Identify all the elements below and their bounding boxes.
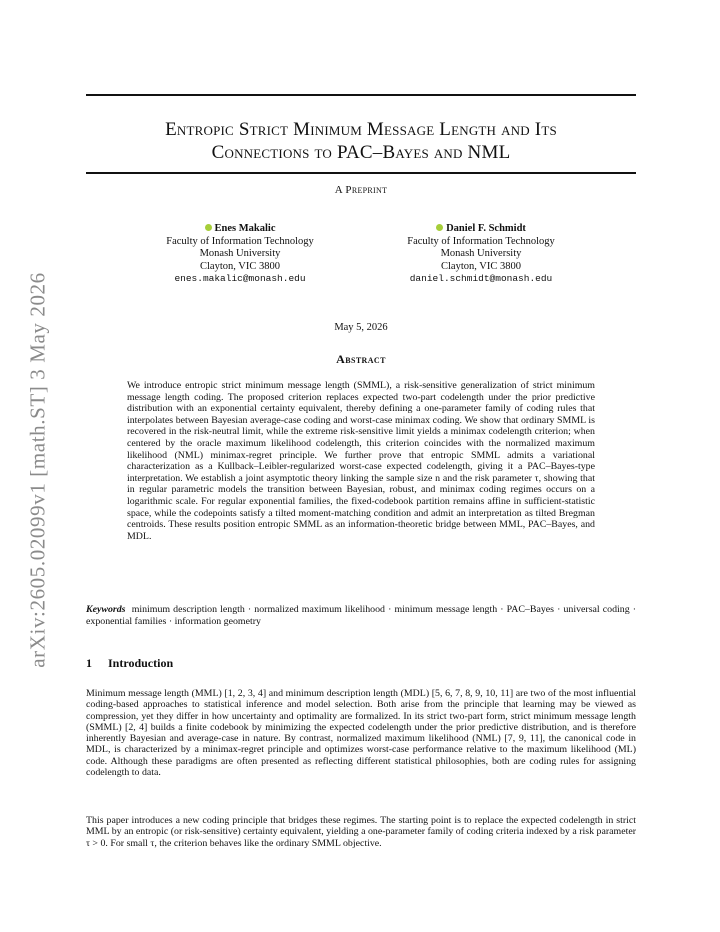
- arxiv-identifier-stamp: arXiv:2605.02099v1 [math.ST] 3 May 2026: [25, 272, 50, 668]
- intro-paragraph-2: This paper introduces a new coding principle that bridges these regimes. The starting point is to replace the expected codelength in strict MML by an entropic (or risk-sensitive) certainty equivalent, yielding a one-parameter family of coding criteria indexed by a risk parameter τ > 0. For small τ, the criterion behaves like the ordinary SMML objective.: [86, 815, 636, 849]
- keywords-list: minimum description length · normalized maximum likelihood · minimum message length · PAC–Bayes · universal coding · exponential families · information geometry: [86, 604, 637, 627]
- publication-date: May 5, 2026: [334, 322, 388, 333]
- title-bottom-rule: [86, 172, 636, 174]
- title-line-1: Entropic Strict Minimum Message Length and Its: [165, 119, 557, 140]
- author-block-2: [366, 223, 596, 286]
- paper-title: [86, 118, 636, 164]
- author-block-1: [125, 223, 355, 286]
- author-location: Clayton, VIC 3800: [199, 260, 281, 272]
- section-number: 1: [86, 656, 92, 670]
- title-top-rule: [86, 94, 636, 96]
- author-university: Monash University: [440, 248, 522, 259]
- intro-paragraph-1: Minimum message length (MML) [1, 2, 3, 4] and minimum description length (MDL) [5, 6, 7, 8, 9, 10, 11] are two of the most influential coding-based approaches to statistical inference and model selection. Both arise from the principle that learning may be viewed as compression, yet they differ in how uncertainty and optimality are formalized. In its strict two-part form, strict minimum message length (SMML) [2, 4] builds a finite codebook by minimizing the expected codelength under the prior predictive distribution, and is therefore inherently Bayesian and average-case in nature. By contrast, normalized maximum likelihood (NML) [7, 9, 11], the canonical code in MDL, is characterized by a minimax-regret principle and optimizes worst-case performance relative to the maximum likelihood (ML) code. Although these paradigms are often presented as reflecting different statistical philosophies, both are coding rules for assigning codelength to data.: [86, 688, 636, 779]
- abstract-body: We introduce entropic strict minimum message length (SMML), a risk-sensitive generalization of strict minimum message length coding. The proposed criterion replaces expected two-part codelength under the prior predictive distribution with an exponential certainty equivalent, thereby defining a one-parameter family of coding rules that interpolates between Bayesian average-case coding and worst-case minimax coding. We show that ordinary SMML is recovered in the risk-neutral limit, while the extreme risk-sensitive limit yields a minimax codelength criterion; when centered by the oracle maximum likelihood codelength, this criterion coincides with the normalized maximum likelihood (NML) minimax-regret principle. We further prove that entropic SMML admits a variational characterization as a Kullback–Leibler-regularized worst-case expected codelength, giving it a PAC–Bayes-type interpretation. We establish a joint asymptotic theory linking the sample size n and the risk parameter τ, showing that in regular parametric models the transition between Bayesian, robust, and minimax coding regimes occurs on a logarithmic scale. For regular exponential families, the fixed-codebook partition remains affine in sufficient-statistic space, while the codepoints satisfy a tilted moment-matching condition and admit an interpretation as tilted Bregman centroids. These results position entropic SMML as an information-theoretic bridge between MML, PAC–Bayes, and MDL.: [127, 380, 595, 542]
- author-email[interactable]: daniel.schmidt@monash.edu: [409, 273, 553, 284]
- preprint-label: A Preprint: [334, 184, 388, 196]
- author-affiliation: Faculty of Information Technology: [407, 235, 555, 247]
- author-email[interactable]: enes.makalic@monash.edu: [174, 273, 306, 284]
- abstract-heading: Abstract: [336, 352, 386, 366]
- section-title: Introduction: [108, 656, 174, 670]
- author-name: Daniel F. Schmidt: [366, 223, 596, 236]
- orcid-icon[interactable]: [436, 224, 443, 231]
- keywords-label: Keywords: [86, 604, 126, 615]
- keywords-block: [86, 604, 636, 628]
- author-affiliation: Faculty of Information Technology: [166, 235, 314, 247]
- author-university: Monash University: [199, 248, 281, 259]
- title-line-2: Connections to PAC–Bayes and NML: [211, 142, 511, 163]
- orcid-icon[interactable]: [205, 224, 212, 231]
- author-name: Enes Makalic: [125, 223, 355, 236]
- section-heading: [86, 656, 173, 671]
- author-location: Clayton, VIC 3800: [440, 260, 522, 272]
